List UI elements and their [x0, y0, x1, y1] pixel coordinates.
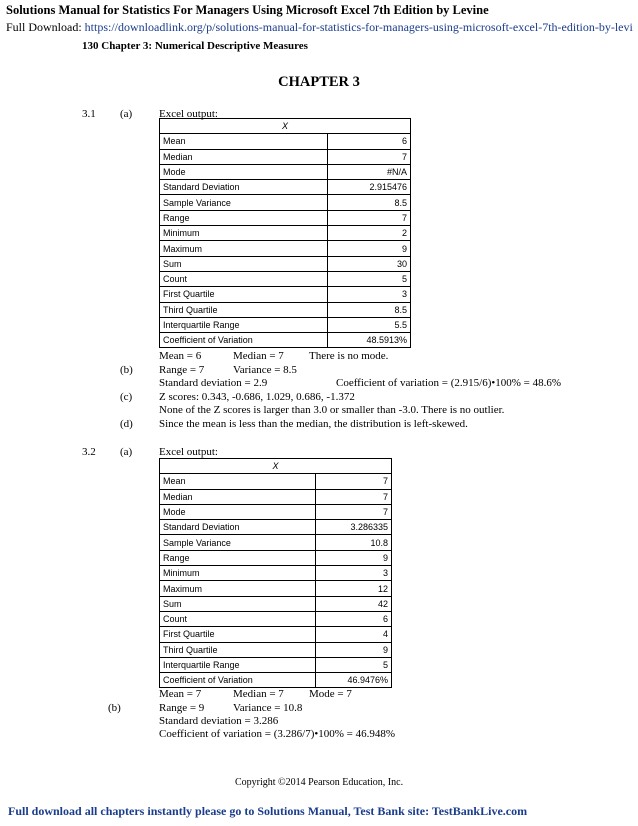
table-row	[160, 489, 392, 504]
stat-value-cell: 2.915476	[328, 180, 411, 195]
z-scores-3-1: Z scores: 0.343, -0.686, 1.029, 0.686, -1.372	[159, 391, 355, 403]
table-row	[160, 317, 411, 332]
stat-value-cell: 7	[328, 210, 411, 225]
stat-value-cell: 8.5	[328, 195, 411, 210]
part-a-label-3-1: (a)	[120, 108, 133, 120]
skew-conclusion-3-1: Since the mean is less than the median, the distribution is left-skewed.	[159, 418, 468, 430]
table-header-cell: X	[160, 459, 392, 474]
part-b-label-3-1: (b)	[120, 364, 133, 376]
table-row	[160, 333, 411, 348]
stat-value-cell: 2	[328, 226, 411, 241]
table-row	[160, 596, 392, 611]
stat-value-cell: 9	[328, 241, 411, 256]
stat-value-cell: 12	[315, 581, 391, 596]
copyright-notice: Copyright ©2014 Pearson Education, Inc.	[234, 777, 404, 788]
std-dev-3-2: Standard deviation = 3.286	[159, 715, 279, 727]
range-3-2: Range = 9	[159, 702, 205, 714]
stat-value-cell: 4	[315, 627, 391, 642]
stat-label-cell: Mode	[160, 164, 328, 179]
summary-mode-3-1: There is no mode.	[309, 350, 389, 362]
stat-value-cell: 5.5	[328, 317, 411, 332]
std-dev-3-1: Standard deviation = 2.9	[159, 377, 268, 389]
coef-variation-3-1: Coefficient of variation = (2.915/6)•100% = 48.6%	[336, 377, 562, 389]
table-row	[160, 195, 411, 210]
stat-label-cell: Count	[160, 271, 328, 286]
table-row	[160, 566, 392, 581]
stat-label-cell: Interquartile Range	[160, 657, 316, 672]
footer-download-note[interactable]: Full download all chapters instantly please go to Solutions Manual, Test Bank site: TestBankLive.com	[8, 804, 528, 818]
stat-value-cell: 3.286335	[315, 520, 391, 535]
part-b-label-3-2: (b)	[108, 702, 121, 714]
stat-value-cell: 7	[328, 149, 411, 164]
stat-label-cell: Standard Deviation	[160, 180, 328, 195]
table-row	[160, 241, 411, 256]
table-row	[160, 627, 392, 642]
table-row	[160, 504, 392, 519]
stat-label-cell: Range	[160, 550, 316, 565]
table-header-cell: X	[160, 119, 411, 134]
stat-value-cell: 5	[328, 271, 411, 286]
stat-value-cell: 10.8	[315, 535, 391, 550]
stat-label-cell: Sum	[160, 596, 316, 611]
full-download-link[interactable]: https://downloadlink.org/p/solutions-manual-for-statistics-for-managers-using-microsoft-excel-7th-edition-by-levi	[84, 20, 633, 34]
stat-label-cell: Median	[160, 489, 316, 504]
stat-label-cell: Range	[160, 210, 328, 225]
stat-value-cell: 3	[328, 287, 411, 302]
variance-3-2: Variance = 10.8	[233, 702, 303, 714]
full-download-line	[6, 20, 633, 35]
summary-mean-3-1: Mean = 6	[159, 350, 202, 362]
table-row	[160, 164, 411, 179]
excel-output-table-3-1	[159, 118, 411, 348]
stat-value-cell: 9	[315, 642, 391, 657]
table-header-row	[160, 119, 411, 134]
stat-label-cell: Coefficient of Variation	[160, 673, 316, 688]
stat-label-cell: Interquartile Range	[160, 317, 328, 332]
stat-label-cell: First Quartile	[160, 627, 316, 642]
running-head: 130 Chapter 3: Numerical Descriptive Measures	[82, 40, 308, 52]
stat-value-cell: 7	[315, 474, 391, 489]
table-header-row	[160, 459, 392, 474]
stat-label-cell: Count	[160, 611, 316, 626]
part-a-label-3-2: (a)	[120, 446, 133, 458]
stat-value-cell: 6	[328, 134, 411, 149]
part-d-label-3-1: (d)	[120, 418, 133, 430]
stat-value-cell: 48.5913%	[328, 333, 411, 348]
outlier-note-3-1: None of the Z scores is larger than 3.0 or smaller than -3.0. There is no outlier.	[159, 404, 505, 416]
stat-label-cell: Median	[160, 149, 328, 164]
stat-label-cell: First Quartile	[160, 287, 328, 302]
stat-value-cell: 5	[315, 657, 391, 672]
table-row	[160, 271, 411, 286]
stat-label-cell: Coefficient of Variation	[160, 333, 328, 348]
coef-variation-3-2: Coefficient of variation = (3.286/7)•100% = 46.948%	[159, 728, 396, 740]
stat-value-cell: 6	[315, 611, 391, 626]
document-title: Solutions Manual for Statistics For Managers Using Microsoft Excel 7th Edition by Levine	[6, 3, 489, 17]
stat-label-cell: Mean	[160, 474, 316, 489]
problem-number-3-2: 3.2	[82, 446, 96, 458]
summary-mean-3-2: Mean = 7	[159, 688, 202, 700]
stat-value-cell: 7	[315, 489, 391, 504]
stat-label-cell: Third Quartile	[160, 302, 328, 317]
table-row	[160, 226, 411, 241]
range-3-1: Range = 7	[159, 364, 205, 376]
table-row	[160, 657, 392, 672]
summary-median-3-2: Median = 7	[233, 688, 284, 700]
stat-label-cell: Sum	[160, 256, 328, 271]
table-row	[160, 474, 392, 489]
full-download-label: Full Download:	[6, 20, 82, 34]
table-row	[160, 134, 411, 149]
part-c-label-3-1: (c)	[120, 391, 133, 403]
table-row	[160, 581, 392, 596]
stat-label-cell: Minimum	[160, 226, 328, 241]
summary-median-3-1: Median = 7	[233, 350, 284, 362]
table-row	[160, 535, 392, 550]
table-row	[160, 180, 411, 195]
table-row	[160, 287, 411, 302]
table-row	[160, 520, 392, 535]
stat-label-cell: Mean	[160, 134, 328, 149]
summary-mode-3-2: Mode = 7	[309, 688, 352, 700]
table-row	[160, 210, 411, 225]
stat-label-cell: Third Quartile	[160, 642, 316, 657]
stat-value-cell: 9	[315, 550, 391, 565]
stat-value-cell: 7	[315, 504, 391, 519]
excel-output-label-3-2: Excel output:	[159, 446, 218, 458]
stat-value-cell: #N/A	[328, 164, 411, 179]
table-row	[160, 642, 392, 657]
table-row	[160, 673, 392, 688]
table-row	[160, 302, 411, 317]
table-row	[160, 149, 411, 164]
problem-number-3-1: 3.1	[82, 108, 96, 120]
excel-output-label-3-1: Excel output:	[159, 108, 218, 120]
stat-label-cell: Minimum	[160, 566, 316, 581]
variance-3-1: Variance = 8.5	[233, 364, 297, 376]
stat-value-cell: 8.5	[328, 302, 411, 317]
stat-label-cell: Standard Deviation	[160, 520, 316, 535]
stat-label-cell: Mode	[160, 504, 316, 519]
stat-value-cell: 3	[315, 566, 391, 581]
stat-label-cell: Maximum	[160, 581, 316, 596]
table-row	[160, 611, 392, 626]
stat-label-cell: Sample Variance	[160, 535, 316, 550]
stat-label-cell: Maximum	[160, 241, 328, 256]
stat-value-cell: 30	[328, 256, 411, 271]
excel-output-table-3-2	[159, 458, 392, 688]
table-row	[160, 550, 392, 565]
table-row	[160, 256, 411, 271]
stat-value-cell: 46.9476%	[315, 673, 391, 688]
stat-value-cell: 42	[315, 596, 391, 611]
stat-label-cell: Sample Variance	[160, 195, 328, 210]
chapter-title: CHAPTER 3	[278, 74, 360, 90]
